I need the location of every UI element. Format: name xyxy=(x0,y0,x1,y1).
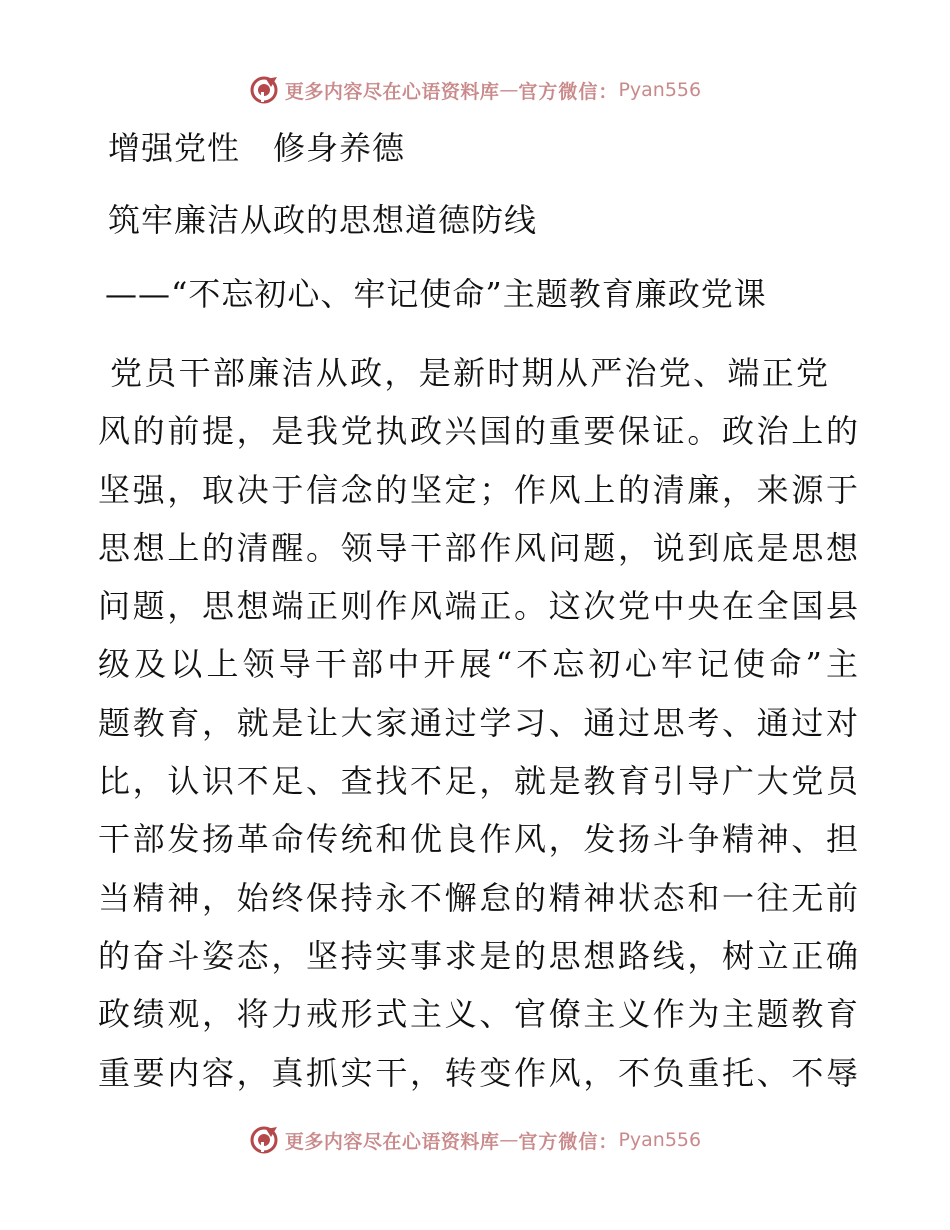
body-line: 风的前提，是我党执政兴国的重要保证。政治上的 xyxy=(98,412,858,451)
title-heading: 增强党性 修身养德 xyxy=(108,129,406,167)
theme-heading: ——“不忘初心、牢记使命”主题教育廉政党课 xyxy=(105,275,767,313)
body-line: 当精神，始终保持永不懈怠的精神状态和一往无前 xyxy=(98,878,858,917)
body-line: 坚强，取决于信念的坚定；作风上的清廉，来源于 xyxy=(98,470,858,509)
banner-separator: — xyxy=(499,1129,519,1151)
body-line: 党员干部廉洁从政，是新时期从严治党、端正党 xyxy=(110,354,828,392)
banner-wechat-id: Pyan556 xyxy=(618,79,702,101)
banner-title: 更多内容尽在心语资料库 xyxy=(284,80,500,103)
body-line: 级及以上领导干部中开展“不忘初心牢记使命”主 xyxy=(98,645,858,684)
body-line: 思想上的清醒。领导干部作风问题，说到底是思想 xyxy=(98,528,858,567)
logo-icon xyxy=(249,75,279,105)
body-line: 题教育，就是让大家通过学习、通过思考、通过对 xyxy=(98,703,858,742)
banner-separator: — xyxy=(499,79,519,101)
body-line: 比，认识不足、查找不足，就是教育引导广大党员 xyxy=(98,762,858,801)
header-banner xyxy=(0,70,950,110)
body-paragraph xyxy=(98,344,858,1102)
banner-label: 官方微信： xyxy=(518,80,619,103)
banner-label: 官方微信： xyxy=(518,1130,619,1153)
body-line: 政绩观，将力戒形式主义、官僚主义作为主题教育 xyxy=(98,995,858,1034)
body-line: 重要内容，真抓实干，转变作风，不负重托、不辱 xyxy=(98,1053,858,1092)
logo-icon xyxy=(249,1125,279,1155)
footer-banner xyxy=(0,1120,950,1160)
banner-title: 更多内容尽在心语资料库 xyxy=(284,1130,500,1153)
subtitle-heading: 筑牢廉洁从政的思想道德防线 xyxy=(108,201,538,239)
banner-wechat-id: Pyan556 xyxy=(618,1129,702,1151)
body-line: 干部发扬革命传统和优良作风，发扬斗争精神、担 xyxy=(98,820,858,859)
body-line: 的奋斗姿态，坚持实事求是的思想路线，树立正确 xyxy=(98,936,858,975)
body-line: 问题，思想端正则作风端正。这次党中央在全国县 xyxy=(98,587,858,626)
